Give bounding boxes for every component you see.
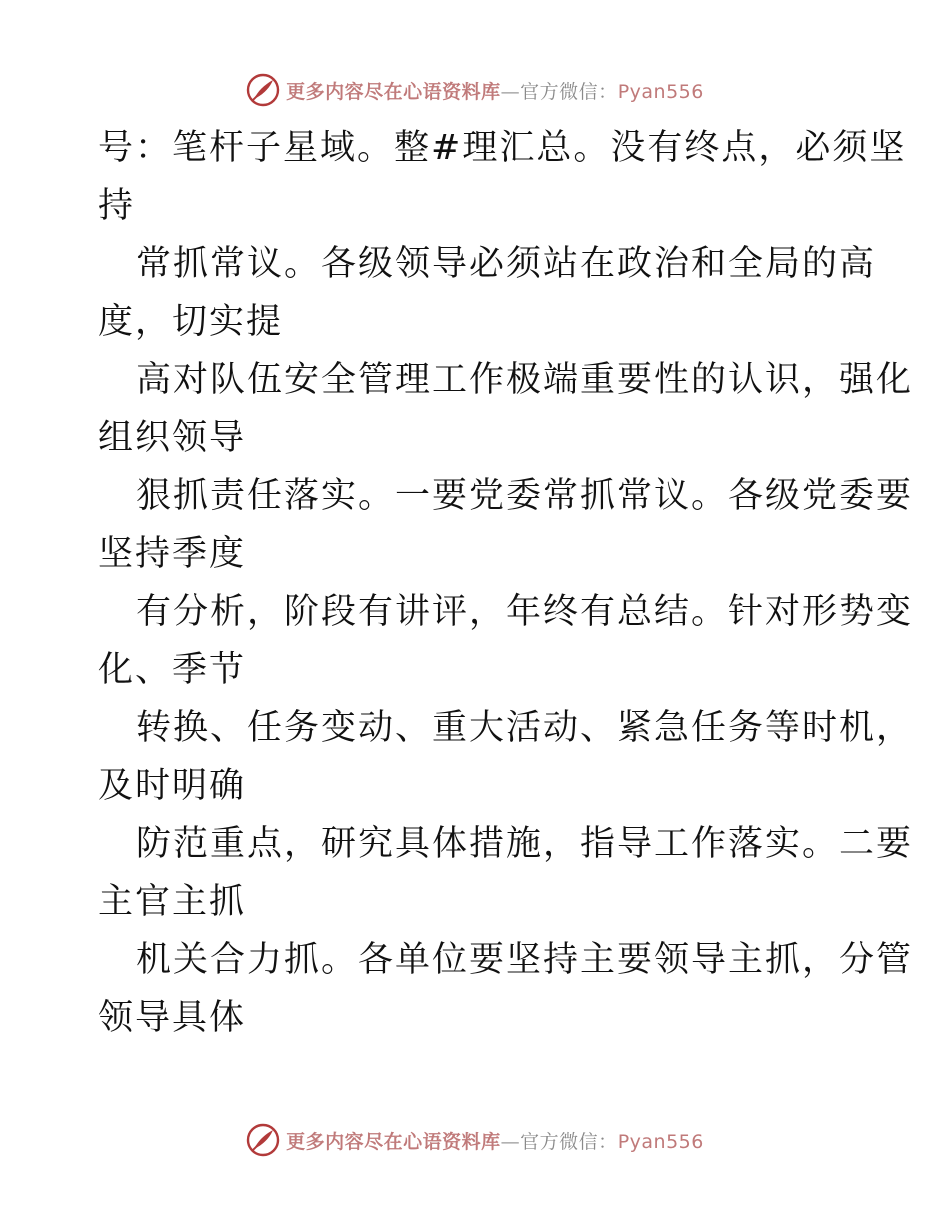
- banner-brand: 更多内容尽在心语资料库: [286, 80, 501, 103]
- text-line: 领导具体: [98, 998, 247, 1038]
- banner-wechat-label: 官方微信：: [520, 80, 618, 103]
- quill-seal-icon: [246, 73, 280, 107]
- banner-brand: 更多内容尽在心语资料库: [286, 1130, 501, 1153]
- header-banner: [0, 70, 950, 110]
- text-line: 常抓常议。各级领导必须站在政治和全局的高: [136, 244, 877, 284]
- banner-text: [286, 1127, 704, 1154]
- banner-separator: —: [500, 1130, 521, 1153]
- text-line: 主官主抓: [98, 882, 247, 922]
- banner-separator: —: [500, 80, 521, 103]
- text-line: 防范重点，研究具体措施，指导工作落实。二要: [136, 824, 914, 864]
- text-line: 持: [98, 186, 136, 226]
- text-line: 度，切实提: [98, 302, 284, 342]
- text-line: 及时明确: [98, 766, 247, 806]
- text-line: 化、季节: [98, 650, 247, 690]
- text-line: 高对队伍安全管理工作极端重要性的认识，强化: [136, 360, 914, 400]
- text-line: 机关合力抓。各单位要坚持主要领导主抓，分管: [136, 940, 914, 980]
- banner-text: [286, 77, 704, 104]
- footer-banner: [0, 1120, 950, 1160]
- quill-seal-icon: [246, 1123, 280, 1157]
- banner-wechat-id: Pyan556: [617, 1130, 704, 1153]
- text-line: 有分析，阶段有讲评，年终有总结。针对形势变: [136, 592, 914, 632]
- text-line: 狠抓责任落实。一要党委常抓常议。各级党委要: [136, 476, 914, 516]
- text-line: 转换、任务变动、重大活动、紧急任务等时机，: [136, 708, 914, 748]
- text-line: 号：笔杆子星域。整#理汇总。没有终点，必须坚: [98, 128, 907, 168]
- text-line: 组织领导: [98, 418, 247, 458]
- text-line: 坚持季度: [98, 534, 247, 574]
- banner-wechat-label: 官方微信：: [520, 1130, 618, 1153]
- banner-wechat-id: Pyan556: [617, 80, 704, 103]
